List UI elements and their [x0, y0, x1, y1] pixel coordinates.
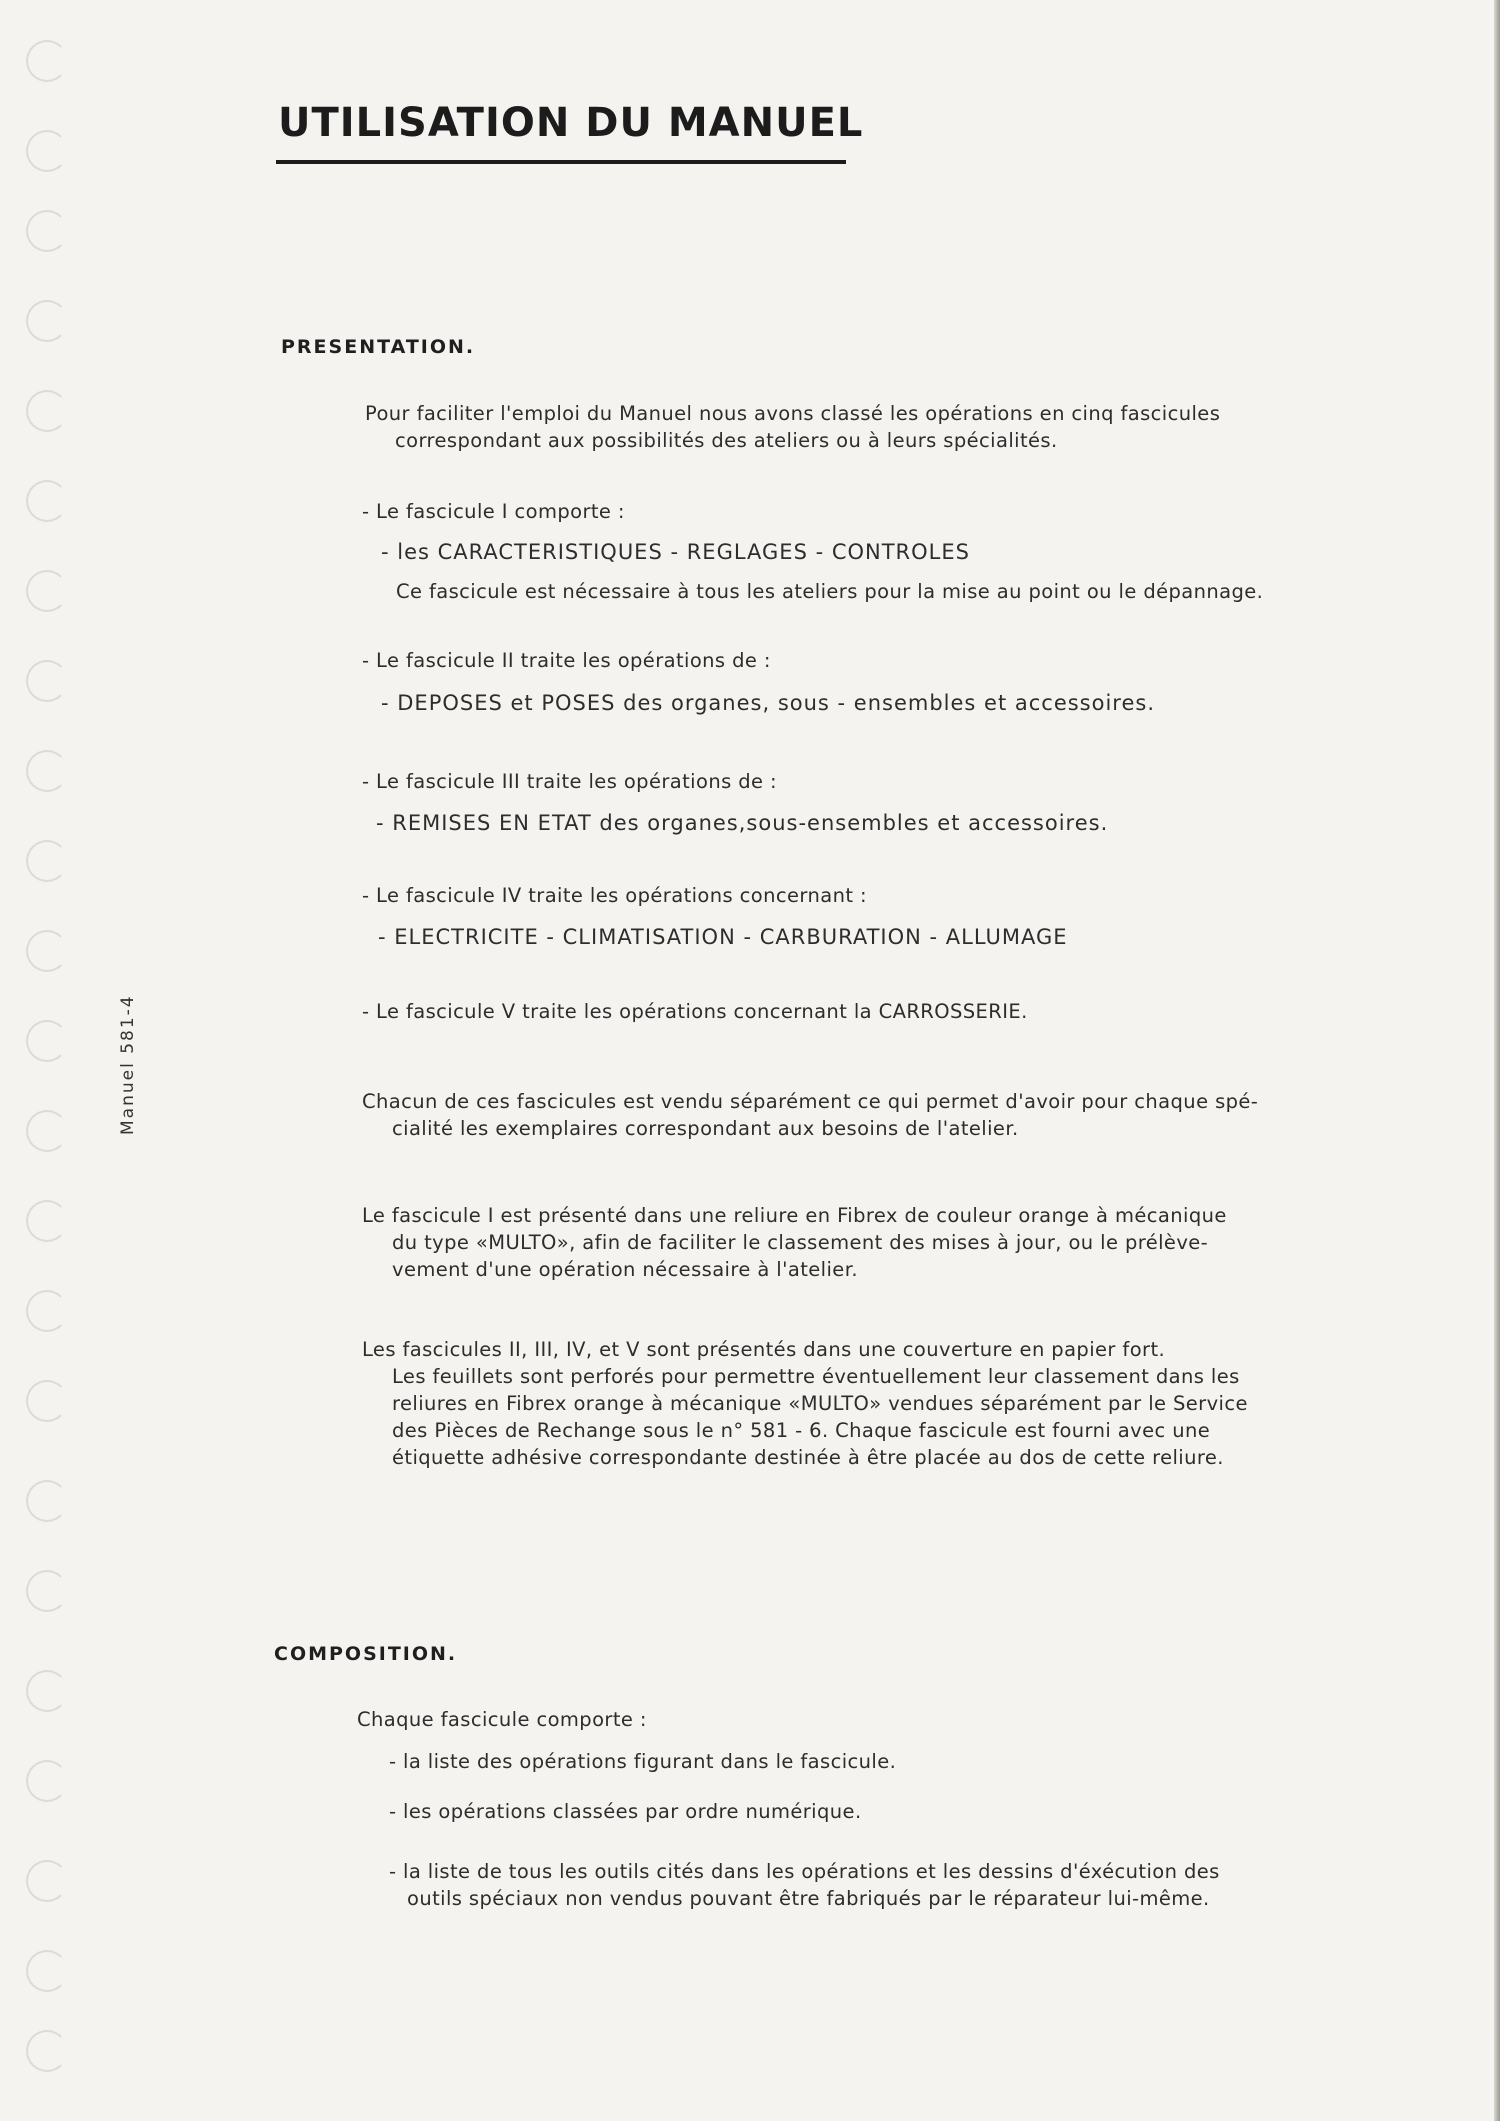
presentation-intro [365, 400, 1365, 454]
sold-separately-paragraph [362, 1088, 1382, 1142]
page-edge [1494, 0, 1500, 2121]
fascicule-3-item: - REMISES EN ETAT des organes,sous-ensembles et accessoires. [376, 811, 1109, 835]
binder-holes [26, 30, 76, 2090]
covers-line-3: reliures en Fibrex orange à mécanique «MULTO» vendues séparément par le Service [392, 1392, 1248, 1415]
composition-item-3-line-2: outils spéciaux non vendus pouvant être fabriqués par le réparateur lui-même. [407, 1887, 1210, 1910]
fascicule-2-item: - DEPOSES et POSES des organes, sous - ensembles et accessoires. [381, 691, 1156, 715]
fascicule-3-lead: - Le fascicule III traite les opérations de : [362, 770, 777, 793]
binding-line-3: vement d'une opération nécessaire à l'atelier. [392, 1258, 858, 1281]
binding-line-1: Le fascicule I est présenté dans une reliure en Fibrex de couleur orange à mécanique [362, 1204, 1227, 1227]
sold-line-1: Chacun de ces fascicules est vendu séparément ce qui permet d'avoir pour chaque spé- [362, 1090, 1259, 1113]
fascicule-1-lead: - Le fascicule I comporte : [362, 500, 625, 523]
composition-lead: Chaque fascicule comporte : [357, 1708, 647, 1731]
covers-line-1: Les fascicules II, III, IV, et V sont présentés dans une couverture en papier fort. [362, 1338, 1166, 1361]
intro-line-1: Pour faciliter l'emploi du Manuel nous avons classé les opérations en cinq fascicules [365, 402, 1221, 425]
manual-reference-label: Manuel 581-4 [118, 994, 138, 1135]
binding-paragraph [362, 1202, 1382, 1283]
intro-line-2: correspondant aux possibilités des ateliers ou à leurs spécialités. [395, 429, 1058, 452]
sold-line-2: cialité les exemplaires correspondant aux besoins de l'atelier. [392, 1117, 1019, 1140]
presentation-heading: PRESENTATION. [281, 336, 476, 358]
composition-item-3-line-1: - la liste de tous les outils cités dans les opérations et les dessins d'éxécution des [389, 1860, 1220, 1883]
fascicule-4-lead: - Le fascicule IV traite les opérations concernant : [362, 884, 867, 907]
fascicule-2-lead: - Le fascicule II traite les opérations de : [362, 649, 771, 672]
composition-item-1: - la liste des opérations figurant dans le fascicule. [389, 1750, 897, 1773]
binding-line-2: du type «MULTO», afin de faciliter le classement des mises à jour, ou le prélève- [392, 1231, 1209, 1254]
composition-heading: COMPOSITION. [274, 1643, 458, 1665]
fascicule-1-item: - les CARACTERISTIQUES - REGLAGES - CONTROLES [381, 540, 970, 564]
fascicule-4-item: - ELECTRICITE - CLIMATISATION - CARBURATION - ALLUMAGE [378, 925, 1068, 949]
covers-paragraph [362, 1336, 1382, 1471]
covers-line-4: des Pièces de Rechange sous le n° 581 - 6. Chaque fascicule est fourni avec une [392, 1419, 1211, 1442]
fascicule-1-note: Ce fascicule est nécessaire à tous les ateliers pour la mise au point ou le dépannage. [396, 580, 1264, 603]
covers-line-2: Les feuillets sont perforés pour permettre éventuellement leur classement dans les [392, 1365, 1240, 1388]
composition-item-2: - les opérations classées par ordre numérique. [389, 1800, 862, 1823]
fascicule-5-lead: - Le fascicule V traite les opérations concernant la CARROSSERIE. [362, 1000, 1028, 1023]
page-title: UTILISATION DU MANUEL [278, 100, 864, 146]
covers-line-5: étiquette adhésive correspondante destinée à être placée au dos de cette reliure. [392, 1446, 1224, 1469]
title-underline [276, 160, 846, 164]
composition-item-3 [389, 1858, 1389, 1912]
